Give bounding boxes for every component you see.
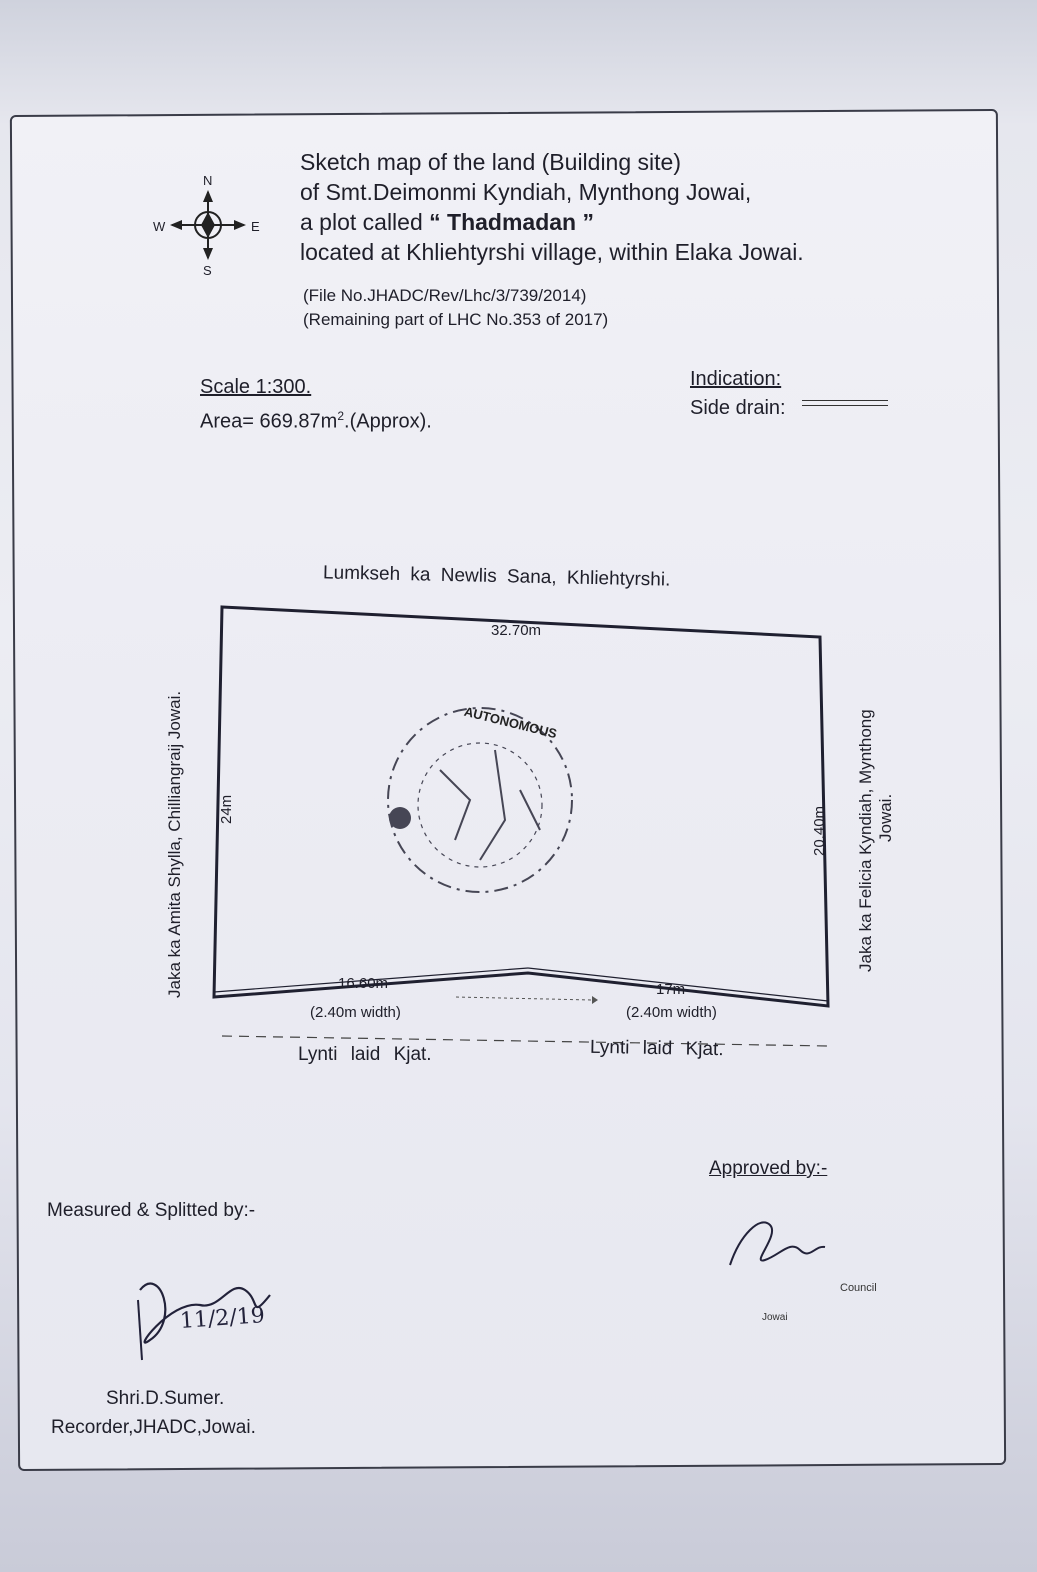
compass-north-label: N — [203, 173, 213, 188]
approver-stamp-jowai: Jowai — [762, 1312, 788, 1323]
west-boundary-label: Jaka ka Amita Shylla, Chilliangraij Jowai. — [165, 690, 184, 998]
recorder-title: Recorder,JHADC,Jowai. — [51, 1417, 256, 1438]
compass-west-label: W — [153, 219, 166, 234]
dimension-west: 24m — [218, 794, 235, 824]
approved-by-label: Approved by:- — [709, 1158, 828, 1179]
dimension-east: 20.40m — [811, 805, 828, 856]
dimension-north: 32.70m — [491, 622, 542, 639]
approver-stamp-council: Council — [840, 1282, 877, 1294]
dimension-south-right: 17m — [656, 981, 686, 998]
east-boundary-label-2: Jowai. — [876, 793, 895, 842]
title-line-3-prefix: a plot called — [300, 209, 430, 235]
area-suffix: .(Approx). — [344, 410, 432, 433]
dimension-south-left: 16.60m — [338, 975, 389, 992]
seal-text: AUTONOMOUS — [462, 703, 559, 742]
north-boundary-label: Lumkseh ka Newlis Sana, Khliehtyrshi. — [322, 562, 671, 591]
area-value: Area= 669.87m — [200, 410, 338, 433]
measured-by-label: Measured & Splitted by:- — [47, 1200, 256, 1221]
plot-name: “ Thadmadan ” — [429, 209, 594, 235]
compass-south-label: S — [203, 263, 212, 278]
road-width-right: (2.40m width) — [626, 1004, 717, 1021]
signature-date: 11/2/19 — [179, 1303, 266, 1334]
area-unit-sup: 2 — [337, 409, 345, 423]
approver-signature-icon — [720, 1205, 830, 1285]
lhc-remaining: (Remaining part of LHC No.353 of 2017) — [303, 310, 609, 329]
south-road-label-right: Lynti laid Kjat. — [589, 1036, 724, 1061]
legend-title: Indication: — [690, 368, 782, 390]
road-width-left: (2.40m width) — [310, 1004, 401, 1021]
title-line-2: of Smt.Deimonmi Kyndiah, Mynthong Jowai, — [300, 179, 752, 205]
east-boundary-label-1: Jaka ka Felicia Kyndiah, Mynthong — [856, 709, 875, 972]
recorder-name: Shri.D.Sumer. — [106, 1388, 225, 1409]
file-number: (File No.JHADC/Rev/Lhc/3/739/2014) — [303, 286, 587, 305]
title-line-4: located at Khliehtyrshi village, within Elaka Jowai. — [300, 239, 804, 265]
scale-text: Scale 1:300. — [200, 376, 312, 398]
south-road-label-left: Lynti laid Kjat. — [298, 1044, 432, 1065]
title-line-1: Sketch map of the land (Building site) — [300, 149, 681, 175]
legend-side-drain: Side drain: — [690, 397, 786, 419]
compass-east-label: E — [251, 219, 260, 234]
